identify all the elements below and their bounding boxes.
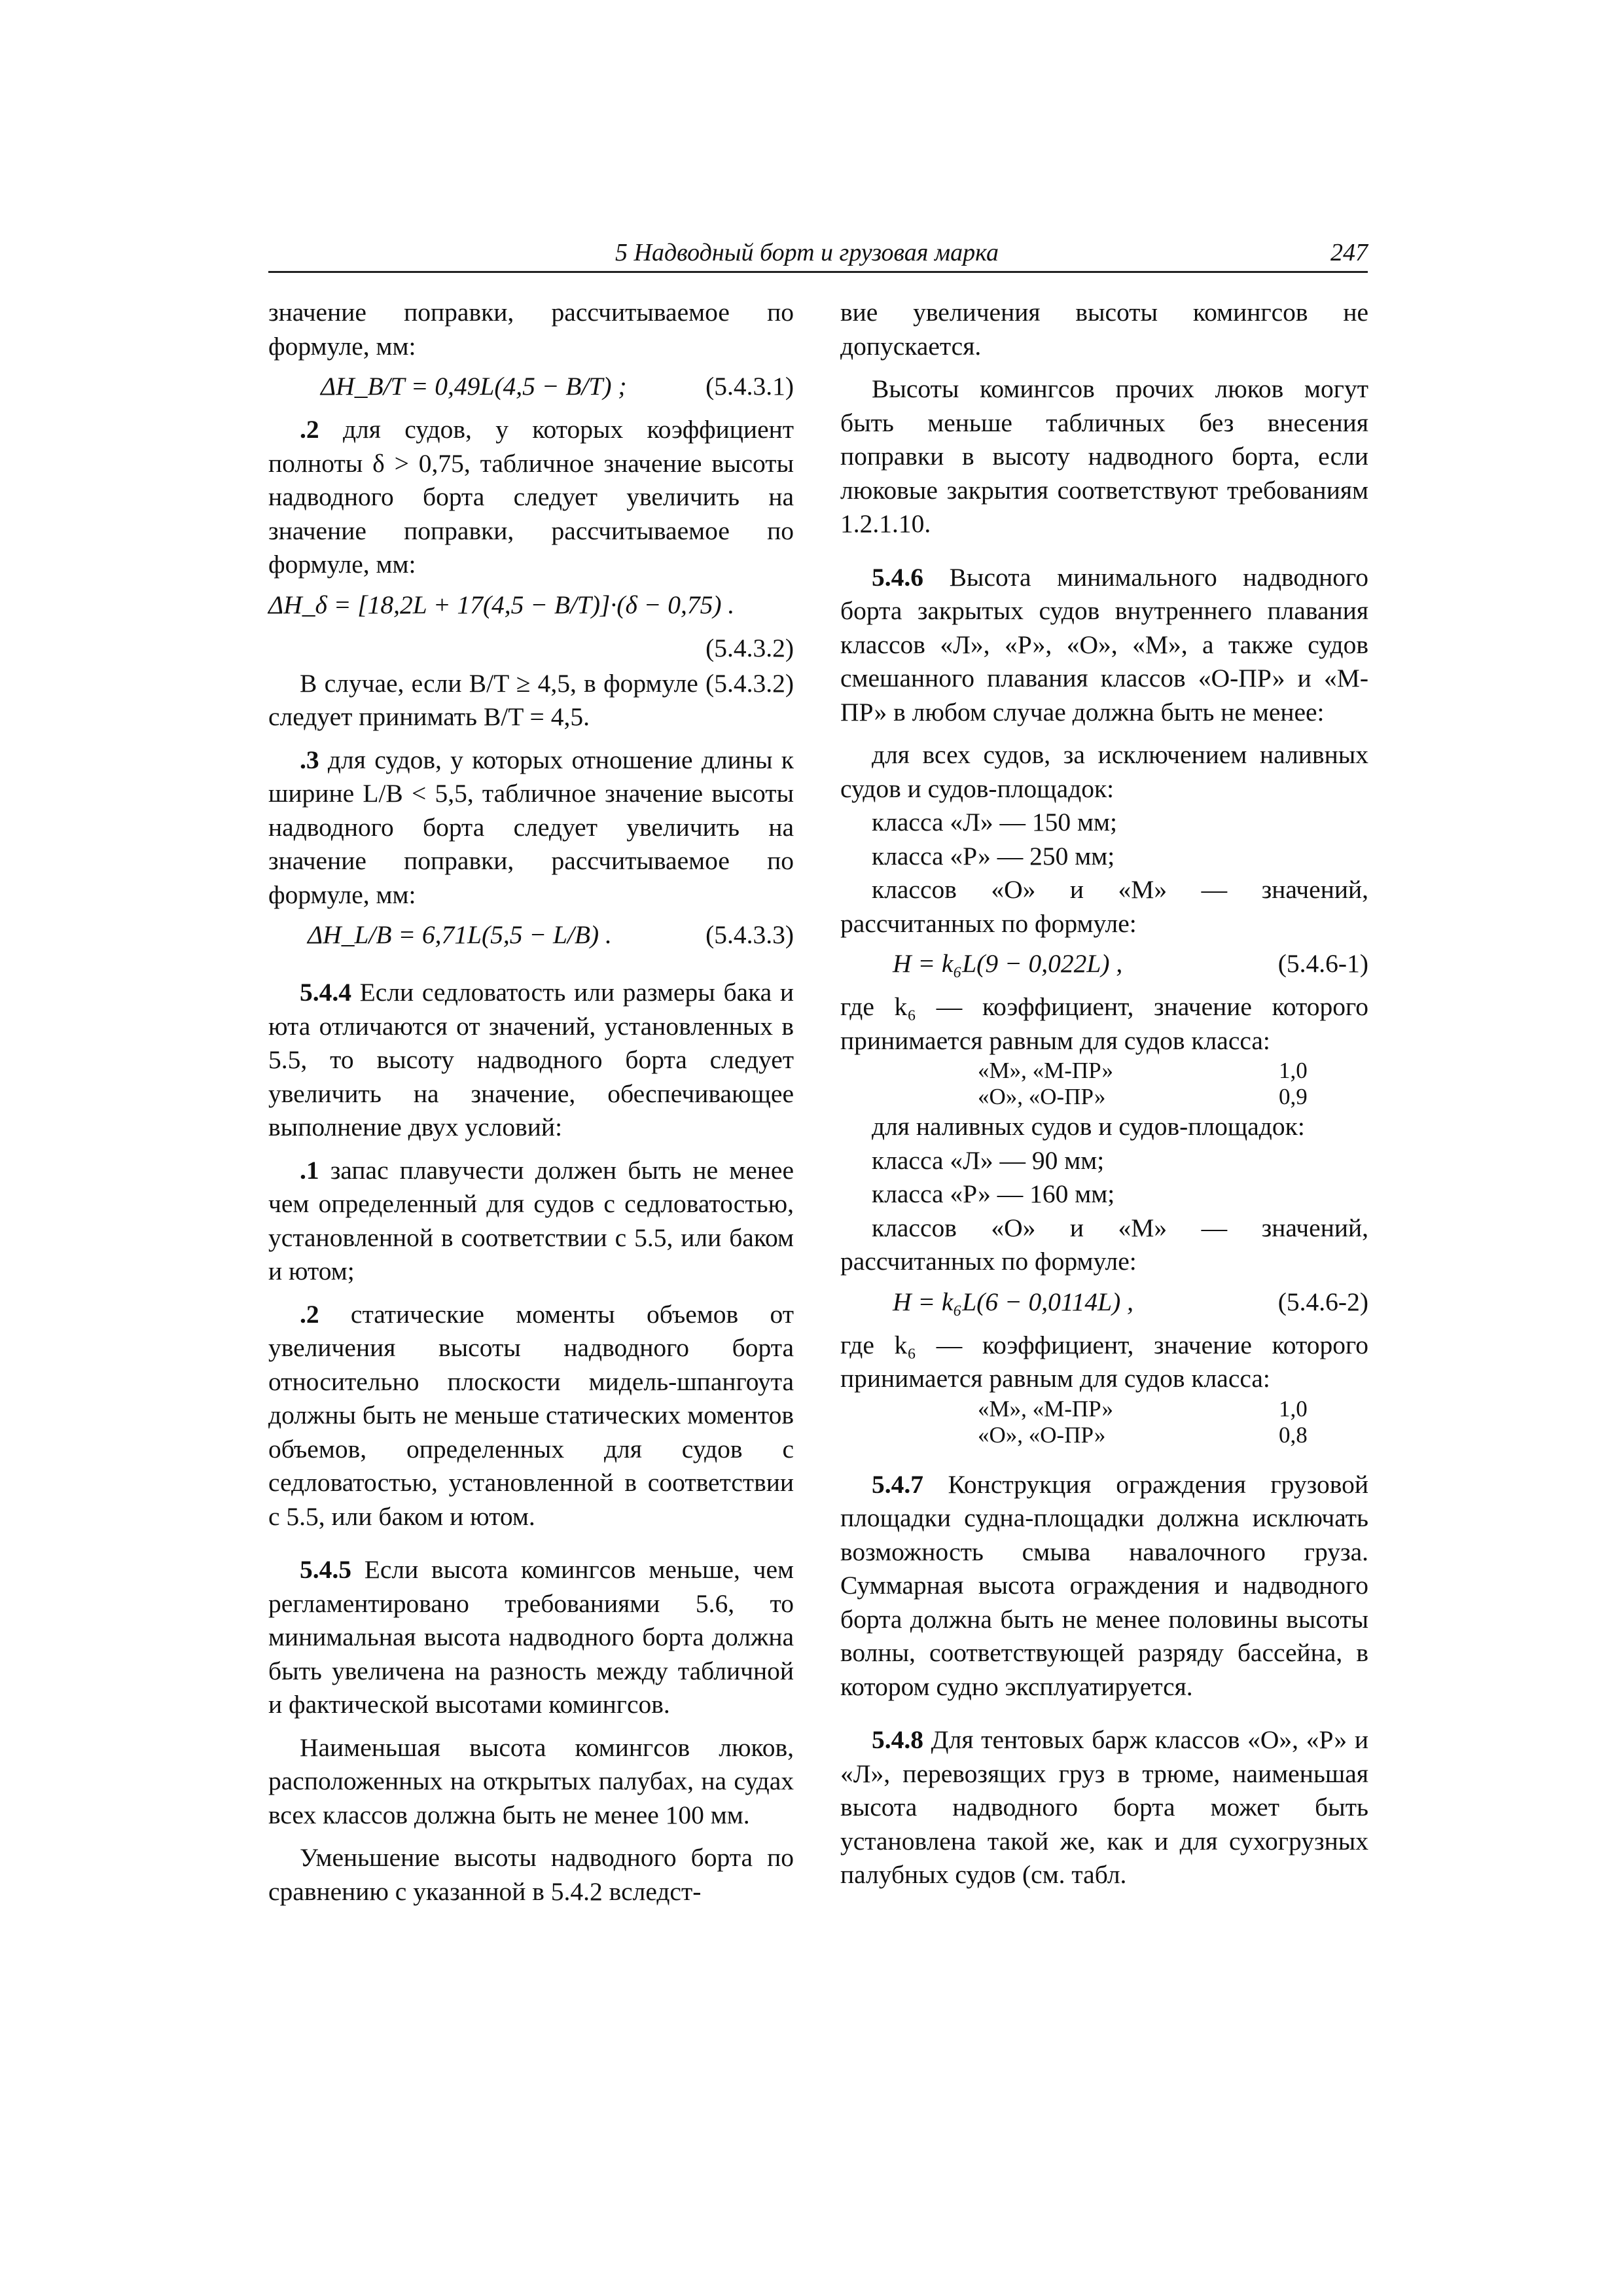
coefficient-table xyxy=(978,1396,1368,1448)
paragraph xyxy=(268,1298,794,1534)
paragraph: где k₆ — коэффициент, значение которого принимается равным для судов класса: xyxy=(840,1330,1368,1393)
formula-number: (5.4.3.1) xyxy=(705,372,794,401)
chapter-title: 5 Надводный борт и грузовая марка xyxy=(615,239,999,266)
formula-expression: ΔH_δ = [18,2L + 17(4,5 − B/T)]·(δ − 0,75) . xyxy=(268,590,735,619)
section-number: 5.4.6 xyxy=(872,562,923,592)
paragraph xyxy=(268,744,794,912)
section-number: 5.4.7 xyxy=(872,1469,923,1499)
paragraph: вие увеличения высоты комингсов не допускается. xyxy=(840,298,1368,361)
paragraph: Наименьшая высота комингсов люков, расположенных на открытых палубах, на судах всех классов должна быть не менее 100 мм. xyxy=(268,1732,794,1829)
paragraph-text: запас плавучести должен быть не менее чем определенный для судов с седловатостью, установленной в соответствии с 5.5, или баком и ютом; xyxy=(268,1155,794,1285)
formula-5-4-3-3 xyxy=(268,916,794,956)
paragraph xyxy=(268,1154,794,1289)
paragraph: классов «О» и «М» — значений, рассчитанных по формуле: xyxy=(840,875,1368,938)
formula-number: (5.4.3.3) xyxy=(705,920,794,949)
paragraph-text: Если высота комингсов меньше, чем регламентировано требованиями 5.6, то минимальная высота надводного борта должна быть увеличена на разность между табличной и фактической высотами комингсов. xyxy=(268,1555,794,1719)
formula-expression: ΔH_B/T = 0,49L(4,5 − B/T) ; xyxy=(321,372,627,401)
paragraph-text: Высота минимального надводного борта закрытых судов внутреннего плавания классов «Л», «Р», «О», «М», а также судов смешанного плавания классов «О-ПР» и «М-ПР» в любом случае должна быть не менее: xyxy=(840,562,1368,726)
item-number: .1 xyxy=(300,1155,319,1185)
paragraph-text: Для тентовых барж классов «О», «Р» и «Л», перевозящих груз в трюме, наименьшая высота надводного борта может быть установлена такой же, как и для сухогрузных палубных судов (см. табл. xyxy=(840,1725,1368,1889)
paragraph: Уменьшение высоты надводного борта по сравнению с указанной в 5.4.2 вследст- xyxy=(268,1843,794,1906)
coef-value: 1,0 xyxy=(1279,1058,1308,1083)
formula-5-4-6-1 xyxy=(840,944,1368,985)
paragraph: классов «О» и «М» — значений, рассчитанных по формуле: xyxy=(840,1213,1368,1276)
paragraph-text: статические моменты объемов от увеличения высоты надводного борта относительно плоскости мидель-шпангоута должны быть не меньше статических моментов объемов, определенных для судов с седловатостью, установленной в соответствии с 5.5, или баком и ютом. xyxy=(268,1299,794,1531)
list-item: класса «Р» — 160 мм; xyxy=(872,1179,1115,1208)
paragraph: значение поправки, рассчитываемое по формуле, мм: xyxy=(268,298,794,361)
paragraph: В случае, если B/T ≥ 4,5, в формуле (5.4.3.2) следует принимать B/T = 4,5. xyxy=(268,668,794,731)
coef-class: «М», «М-ПР» xyxy=(978,1395,1114,1422)
list-item: класса «Л» — 90 мм; xyxy=(872,1145,1105,1175)
paragraph: где k₆ — коэффициент, значение которого принимается равным для судов класса: xyxy=(840,992,1368,1055)
formula-5-4-3-1 xyxy=(268,367,794,408)
paragraph-text: Если седловатость или размеры бака и юта отличаются от значений, установленных в 5.5, то высоту надводного борта следует увеличить на значение, обеспечивающее выполнение двух условий: xyxy=(268,978,794,1141)
left-column xyxy=(268,296,794,1909)
page-number: 247 xyxy=(1330,239,1368,266)
paragraph-text: для судов, у которых отношение длины к ширине L/B < 5,5, табличное значение высоты надводного борта следует увеличить на значение поправки, рассчитываемое по формуле, мм: xyxy=(268,745,794,909)
paragraph xyxy=(268,1553,794,1722)
formula-expression: ΔH_L/B = 6,71L(5,5 − L/B) . xyxy=(308,920,612,949)
section-number: 5.4.8 xyxy=(872,1725,923,1754)
coef-value: 0,8 xyxy=(1279,1422,1308,1448)
paragraph xyxy=(268,413,794,582)
coef-value: 1,0 xyxy=(1279,1395,1308,1422)
formula-expression: H = k₆L(6 − 0,0114L) , xyxy=(893,1287,1134,1316)
formula-number: (5.4.6-1) xyxy=(1277,949,1368,978)
paragraph: для всех судов, за исключением наливных судов и судов-площадок: xyxy=(840,740,1368,803)
item-number: .2 xyxy=(300,415,319,444)
coef-class: «О», «О-ПР» xyxy=(978,1084,1106,1109)
paragraph: Высоты комингсов прочих люков могут быть меньше табличных без внесения поправки в высоту надводного борта, если люковые закрытия соответствуют требованиям 1.2.1.10. xyxy=(840,374,1368,538)
formula-number: (5.4.3.2) xyxy=(705,633,794,662)
paragraph-text: Конструкция ограждения грузовой площадки судна-площадки должна исключать возможность смыва навалочного груза. Суммарная высота ограждения и надводного борта должна быть не менее половины высоты волны, соответствующей разряду бассейна, в котором судно эксплуатируется. xyxy=(840,1469,1368,1701)
coef-class: «М», «М-ПР» xyxy=(978,1058,1114,1083)
formula-5-4-3-2 xyxy=(268,586,794,626)
right-column xyxy=(840,296,1368,1892)
coef-class: «О», «О-ПР» xyxy=(978,1422,1106,1448)
coef-value: 0,9 xyxy=(1279,1084,1308,1109)
formula-expression: H = k₆L(9 − 0,022L) , xyxy=(893,949,1123,978)
paragraph-text: для судов, у которых коэффициент полноты δ > 0,75, табличное значение высоты надводного борта следует увеличить на значение поправки, рассчитываемое по формуле, мм: xyxy=(268,415,794,579)
item-number: .2 xyxy=(300,1299,319,1329)
coefficient-table xyxy=(978,1058,1368,1110)
paragraph xyxy=(840,1468,1368,1704)
list-item: класса «Р» — 250 мм; xyxy=(872,841,1115,870)
paragraph xyxy=(840,561,1368,730)
formula-number: (5.4.6-2) xyxy=(1277,1287,1368,1316)
list-item: класса «Л» — 150 мм; xyxy=(872,808,1118,836)
section-number: 5.4.4 xyxy=(300,978,351,1007)
item-number: .3 xyxy=(300,745,319,774)
section-number: 5.4.5 xyxy=(300,1555,351,1584)
running-header xyxy=(268,237,1368,273)
formula-5-4-6-2 xyxy=(840,1283,1368,1323)
paragraph xyxy=(268,976,794,1145)
paragraph: для наливных судов и судов-площадок: xyxy=(872,1112,1305,1141)
paragraph xyxy=(840,1723,1368,1892)
